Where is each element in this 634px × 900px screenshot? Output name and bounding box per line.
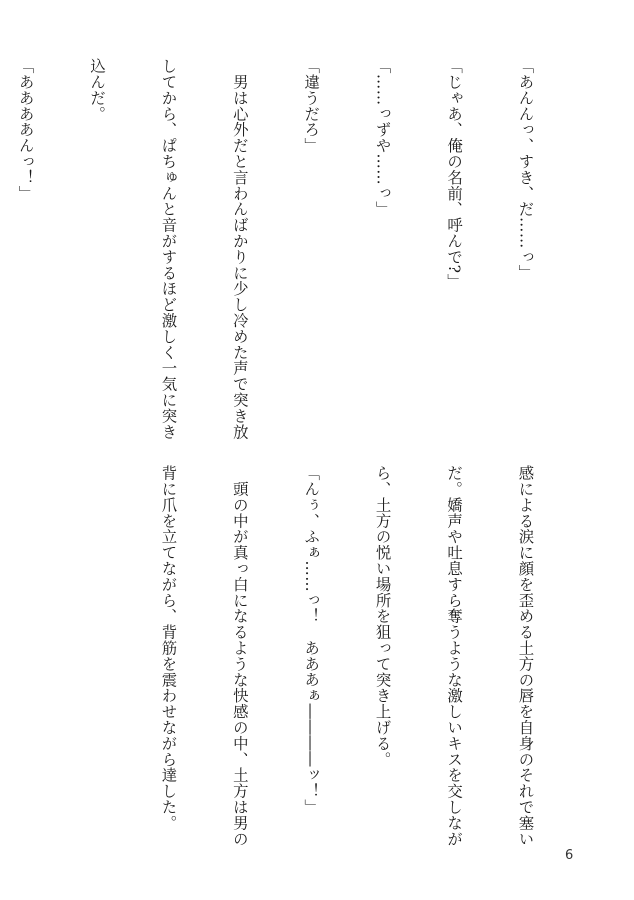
lower-text-block — [108, 465, 584, 847]
text-line: 「ああああんっ！」 — [16, 58, 35, 202]
upper-text-block — [0, 58, 584, 458]
text-line: 男は心外だと言わんばかりに少し冷めた声で突き放 — [230, 58, 249, 440]
text-line: ら、土方の悦い場所を狙って突き上げる。 — [373, 465, 392, 768]
text-line: 背に爪を立てながら、背筋を震わせながら達した。 — [159, 465, 178, 831]
text-line: 「違うだろ」 — [302, 58, 321, 154]
page-number: 6 — [565, 848, 574, 863]
text-line: 「あんんっ、すき、だ……っ」 — [516, 58, 535, 281]
text-line: 感による涙に顔を歪める土方の唇を自身のそれで塞い — [516, 465, 535, 847]
text-line: 頭の中が真っ白になるような快感の中、土方は男の — [230, 465, 249, 847]
text-line: だ。嬌声や吐息すら奪うような激しいキスを交しなが — [445, 465, 464, 847]
text-line: 「んぅ、ふぁ……っ！ あああぁ――――ッ！」 — [302, 465, 321, 815]
text-line: 「……っずや……っ」 — [373, 58, 392, 217]
text-line: 込んだ。 — [88, 58, 107, 122]
text-line: してから、ぱちゅんと音がするほど激しく一気に突き — [159, 58, 178, 440]
text-line: 「じゃあ、俺の名前、呼んで?」 — [445, 58, 464, 290]
